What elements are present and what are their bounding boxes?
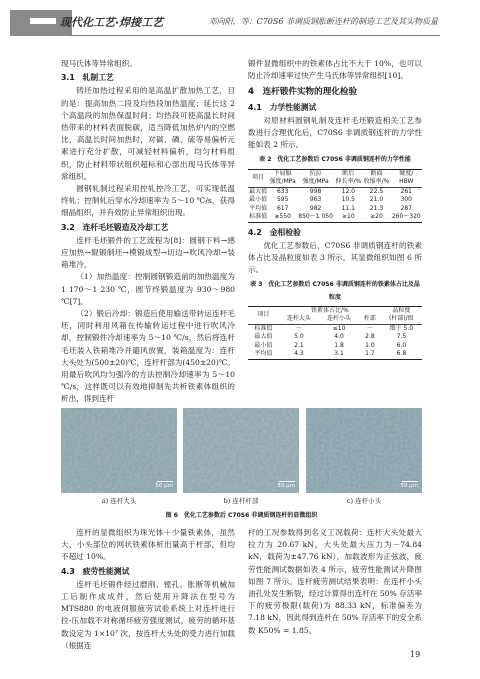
- table-cell: 1.0: [365, 341, 375, 349]
- table-cell: 633: [268, 187, 297, 196]
- table-header: 项目: [248, 306, 279, 324]
- paragraph: 连杆毛坯锻件经过磨削、镗孔、胀断等机械加工后制作成成件，然后使用升降法在型号为 MTS880 的电液伺服疲劳试验系统上对连杆进行拉-压加载不对称循环疲劳强度测试，疲劳的循环基数设定为 1×10⁷ 次，按连杆大头处的受力进行加载（根据连: [61, 579, 235, 650]
- table-cell: 5.0: [294, 333, 304, 341]
- paragraph: 连杆的显微组织为珠光体＋少量铁素体，虽然大、小头部位的网状铁素体析出量高于杆部，但均不超过 10%。: [61, 528, 235, 562]
- table-header: 收缩率/%: [363, 178, 390, 186]
- table-cell: 998: [297, 187, 334, 196]
- table-header: 硬度/: [391, 169, 422, 178]
- table-header: 抗拉: [297, 169, 334, 178]
- table-cell: 1.8: [334, 341, 344, 349]
- row-label: 最小值: [249, 196, 268, 204]
- table-header: 项目: [248, 169, 268, 187]
- table-cell: ≥20: [362, 213, 390, 222]
- table-header: 连杆小头: [327, 315, 352, 323]
- table-row: [248, 324, 422, 333]
- scale-bar: [402, 481, 418, 483]
- subcaption-a: a) 连杆大头: [101, 497, 137, 505]
- table-header: HBW: [399, 178, 414, 186]
- paragraph: 连杆毛坯锻件的工艺流程为[8]：圆钢下料→感应加热→辊锻制坯→模锻成型→切边→吹风冷却→装箱堆冷。: [61, 235, 235, 270]
- bottom-left-column: [61, 527, 235, 652]
- table-cell: 300: [400, 196, 412, 204]
- bottom-right-column: [248, 527, 422, 637]
- table-cell: 2.8: [365, 333, 375, 341]
- table-cell: －: [279, 324, 319, 333]
- table-header: 断面: [362, 169, 390, 178]
- table-cell: 22.5: [362, 187, 390, 196]
- journal-name: 现代化工艺·焊接工艺: [60, 16, 164, 29]
- table-row: [248, 342, 422, 351]
- scale-bar: [157, 481, 173, 483]
- table-header: 杆部: [363, 315, 376, 323]
- table-cell: 850～1 050: [298, 213, 333, 221]
- left-column: [61, 58, 235, 406]
- header-rule: [70, 35, 440, 36]
- table-cell: 6.8: [381, 350, 422, 359]
- paragraph: （1）加热温度：控制圆钢锻造前的加热温度为 1 170～1 230 ℃，圆节终锻温度为 930～980 ℃[7]。: [61, 272, 235, 306]
- micrograph-big-end: [61, 408, 177, 493]
- table-cell: ≤10: [319, 324, 359, 333]
- section-heading-4-1: 4.1 力学性能测试: [248, 102, 317, 112]
- table-3: [248, 306, 422, 360]
- table-cell: 595: [276, 196, 289, 204]
- table-cell: 1.7: [359, 350, 381, 359]
- micrograph-rod: [183, 408, 299, 493]
- table-cell: 11.1: [341, 204, 355, 212]
- section-heading-4-3: 4.3 疲劳性能测试: [61, 566, 130, 576]
- table-row: [248, 205, 422, 214]
- paragraph: （2）锻后冷却：锻造后使用输送带转运连杆毛坯，同时利用风箱在传输转运过程中进行吹风冷却，控制锻件冷却速率为 5～10 ℃/s，然后将连杆毛坯装入铁箱堆冷并避风放置，装箱温度为：连杆大头处为(500±20)℃，连杆杆部为(450±20)℃。用最后吹风均匀强冷的方法控制冷却速率为 5～10 ℃/s，这样既可以有效地抑制先共析铁素体组织的析出，得到连杆: [61, 309, 235, 404]
- section-heading-4-2: 4.2 金相检验: [248, 227, 301, 237]
- table-header: 强度/MPa: [302, 178, 329, 186]
- table-cell: 7.5: [396, 333, 407, 341]
- table-cell: 963: [309, 196, 322, 204]
- paragraph: 对原材料圆钢轧制及连杆毛坯锻造相关工艺参数进行合理优化后，C70S6 非调质钢连杆的力学性能如表 2 所示。: [248, 115, 422, 150]
- paragraph: 锻件显微组织中的铁素体占比不大于 10%，也可以防止冷却速率过快产生马氏体等异常组织[10]。: [248, 59, 422, 81]
- row-label: 最大值: [249, 187, 268, 195]
- table-cell: 2.1: [294, 341, 304, 349]
- scale-label: 50 μm: [155, 483, 173, 489]
- page-header: [0, 0, 480, 40]
- running-title: 邓向阳，等：C70S6 非调质钢胀断连杆的制造工艺及其实物质量: [208, 17, 438, 26]
- table-cell: 617: [276, 204, 289, 212]
- table-row: [248, 196, 422, 205]
- table-cell: 21.3: [369, 204, 384, 212]
- table-header: 晶粒度: [381, 306, 422, 315]
- table-cell: 10.5: [341, 196, 355, 204]
- table-cell: 4.0: [334, 333, 344, 341]
- table-cell: －: [359, 324, 381, 333]
- section-heading-3-2: 3.2 连杆毛坯锻造及冷却工艺: [61, 222, 169, 232]
- micrograph-small-end: [306, 408, 422, 493]
- table-2-caption: 表 2 优化工艺参数后 C70S6 非调质钢连杆的力学性能: [259, 156, 411, 164]
- right-column: [248, 58, 422, 360]
- table-row: [248, 350, 422, 359]
- table-cell: 12.0: [334, 187, 362, 196]
- table-cell: 287: [400, 204, 412, 212]
- scale-label: 50 μm: [400, 483, 418, 489]
- row-label: 标准值: [249, 213, 268, 221]
- table-cell: 3.1: [319, 350, 359, 359]
- table-header: (杆部)/级: [389, 315, 414, 323]
- table-cell: 261: [391, 187, 422, 196]
- journal-logo-bar: [30, 18, 56, 24]
- table-header: 断后: [334, 169, 362, 178]
- table-cell: 982: [309, 204, 322, 212]
- table-row: [248, 213, 422, 222]
- table-header: 强度/MPa: [269, 178, 296, 186]
- table-header: 铁素体占比/%: [279, 306, 381, 315]
- paragraph: 圆钢轧制过程采用控轧控冷工艺，可实现低温终轧；控制轧后穿水冷却速率为 5～10 ℃/s，获得细晶组织，并有效防止异常组织出现。: [61, 184, 235, 218]
- table-row: [248, 187, 422, 196]
- table-row: [248, 333, 422, 342]
- row-label: 最大值: [254, 333, 273, 341]
- subcaption-b: b) 连杆杆部: [223, 497, 259, 505]
- table-cell: 260～320: [391, 213, 421, 221]
- table-3-caption: 表 3 优化工艺参数后 C70S6 非调质钢连杆的铁素体占比及晶粒度: [250, 281, 420, 301]
- table-2: [248, 169, 422, 223]
- row-label: 最小值: [254, 341, 273, 349]
- table-cell: 21.0: [369, 196, 384, 204]
- scale-bar: [279, 481, 295, 483]
- paragraph: 杆的工况参数得到名义工况载荷：连杆大头处最大拉力为 20.67 kN，大头处最大压力为－74.84 kN，载荷为±47.76 kN），加载波形为正弦波，疲劳性能测试数据如表 4 所示，疲劳性能测试升降图如图 7 所示。连杆疲劳测试结果表明：在连杆小头油孔处发生断裂，经过计算得出连杆在 50% 存活率下的疲劳极限(载荷)为 88.33 kN，标准偏差为 7.18 kN，因此得到连杆在 50% 存活率下的安全系数 K50% = 1.85。: [248, 528, 422, 635]
- figure-6: [61, 408, 422, 520]
- paragraph: 优化工艺参数后，C70S6 非调质钢连杆的铁素体占比及晶粒度如表 3 所示，其显微组织如图 6 所示。: [248, 240, 422, 275]
- table-cell: 4.3: [279, 350, 319, 359]
- table-header: 连杆大头: [286, 315, 311, 323]
- table-cell: 细于 5.0: [381, 324, 422, 333]
- row-label: 平均值: [248, 350, 279, 359]
- table-cell: ≥10: [334, 213, 362, 222]
- table-cell: 6.0: [396, 341, 407, 349]
- section-heading-4: 4 连杆锻件实物的理化检验: [248, 87, 358, 98]
- row-label: 标准值: [248, 324, 279, 333]
- scale-label: 50 μm: [277, 483, 295, 489]
- figure-caption: 图 6 优化工艺参数后 C70S6 非调质钢连杆的显微组织: [165, 512, 318, 519]
- table-header: 下屈服: [268, 169, 297, 178]
- page-number: 19: [410, 650, 421, 659]
- subcaption-c: c) 连杆小头: [346, 497, 382, 505]
- section-heading-3-1: 3.1 轧制工艺: [61, 73, 114, 83]
- paragraph: 铸坯加热过程采用的是高温扩散加热工艺，目的是：提高加热二段及均热段加热温度；延长这 2 个高温段的加热保温时间；均热段可使高温长时间热带来的材料表面脱碳，适当降低加热炉内的空燃比，高温长时间加热时，对碳、磷、硫等易偏析元素进行充分扩散，可减轻材料偏析，均匀材料组织，防止材料带状组织超标和心部出现马氏体等异常组织。: [61, 86, 235, 181]
- table-header: 伸长率/%: [335, 178, 362, 186]
- paragraph: 现马氏体等异常组织。: [61, 59, 137, 68]
- row-label: 平均值: [249, 204, 268, 212]
- table-cell: ≥550: [268, 213, 297, 222]
